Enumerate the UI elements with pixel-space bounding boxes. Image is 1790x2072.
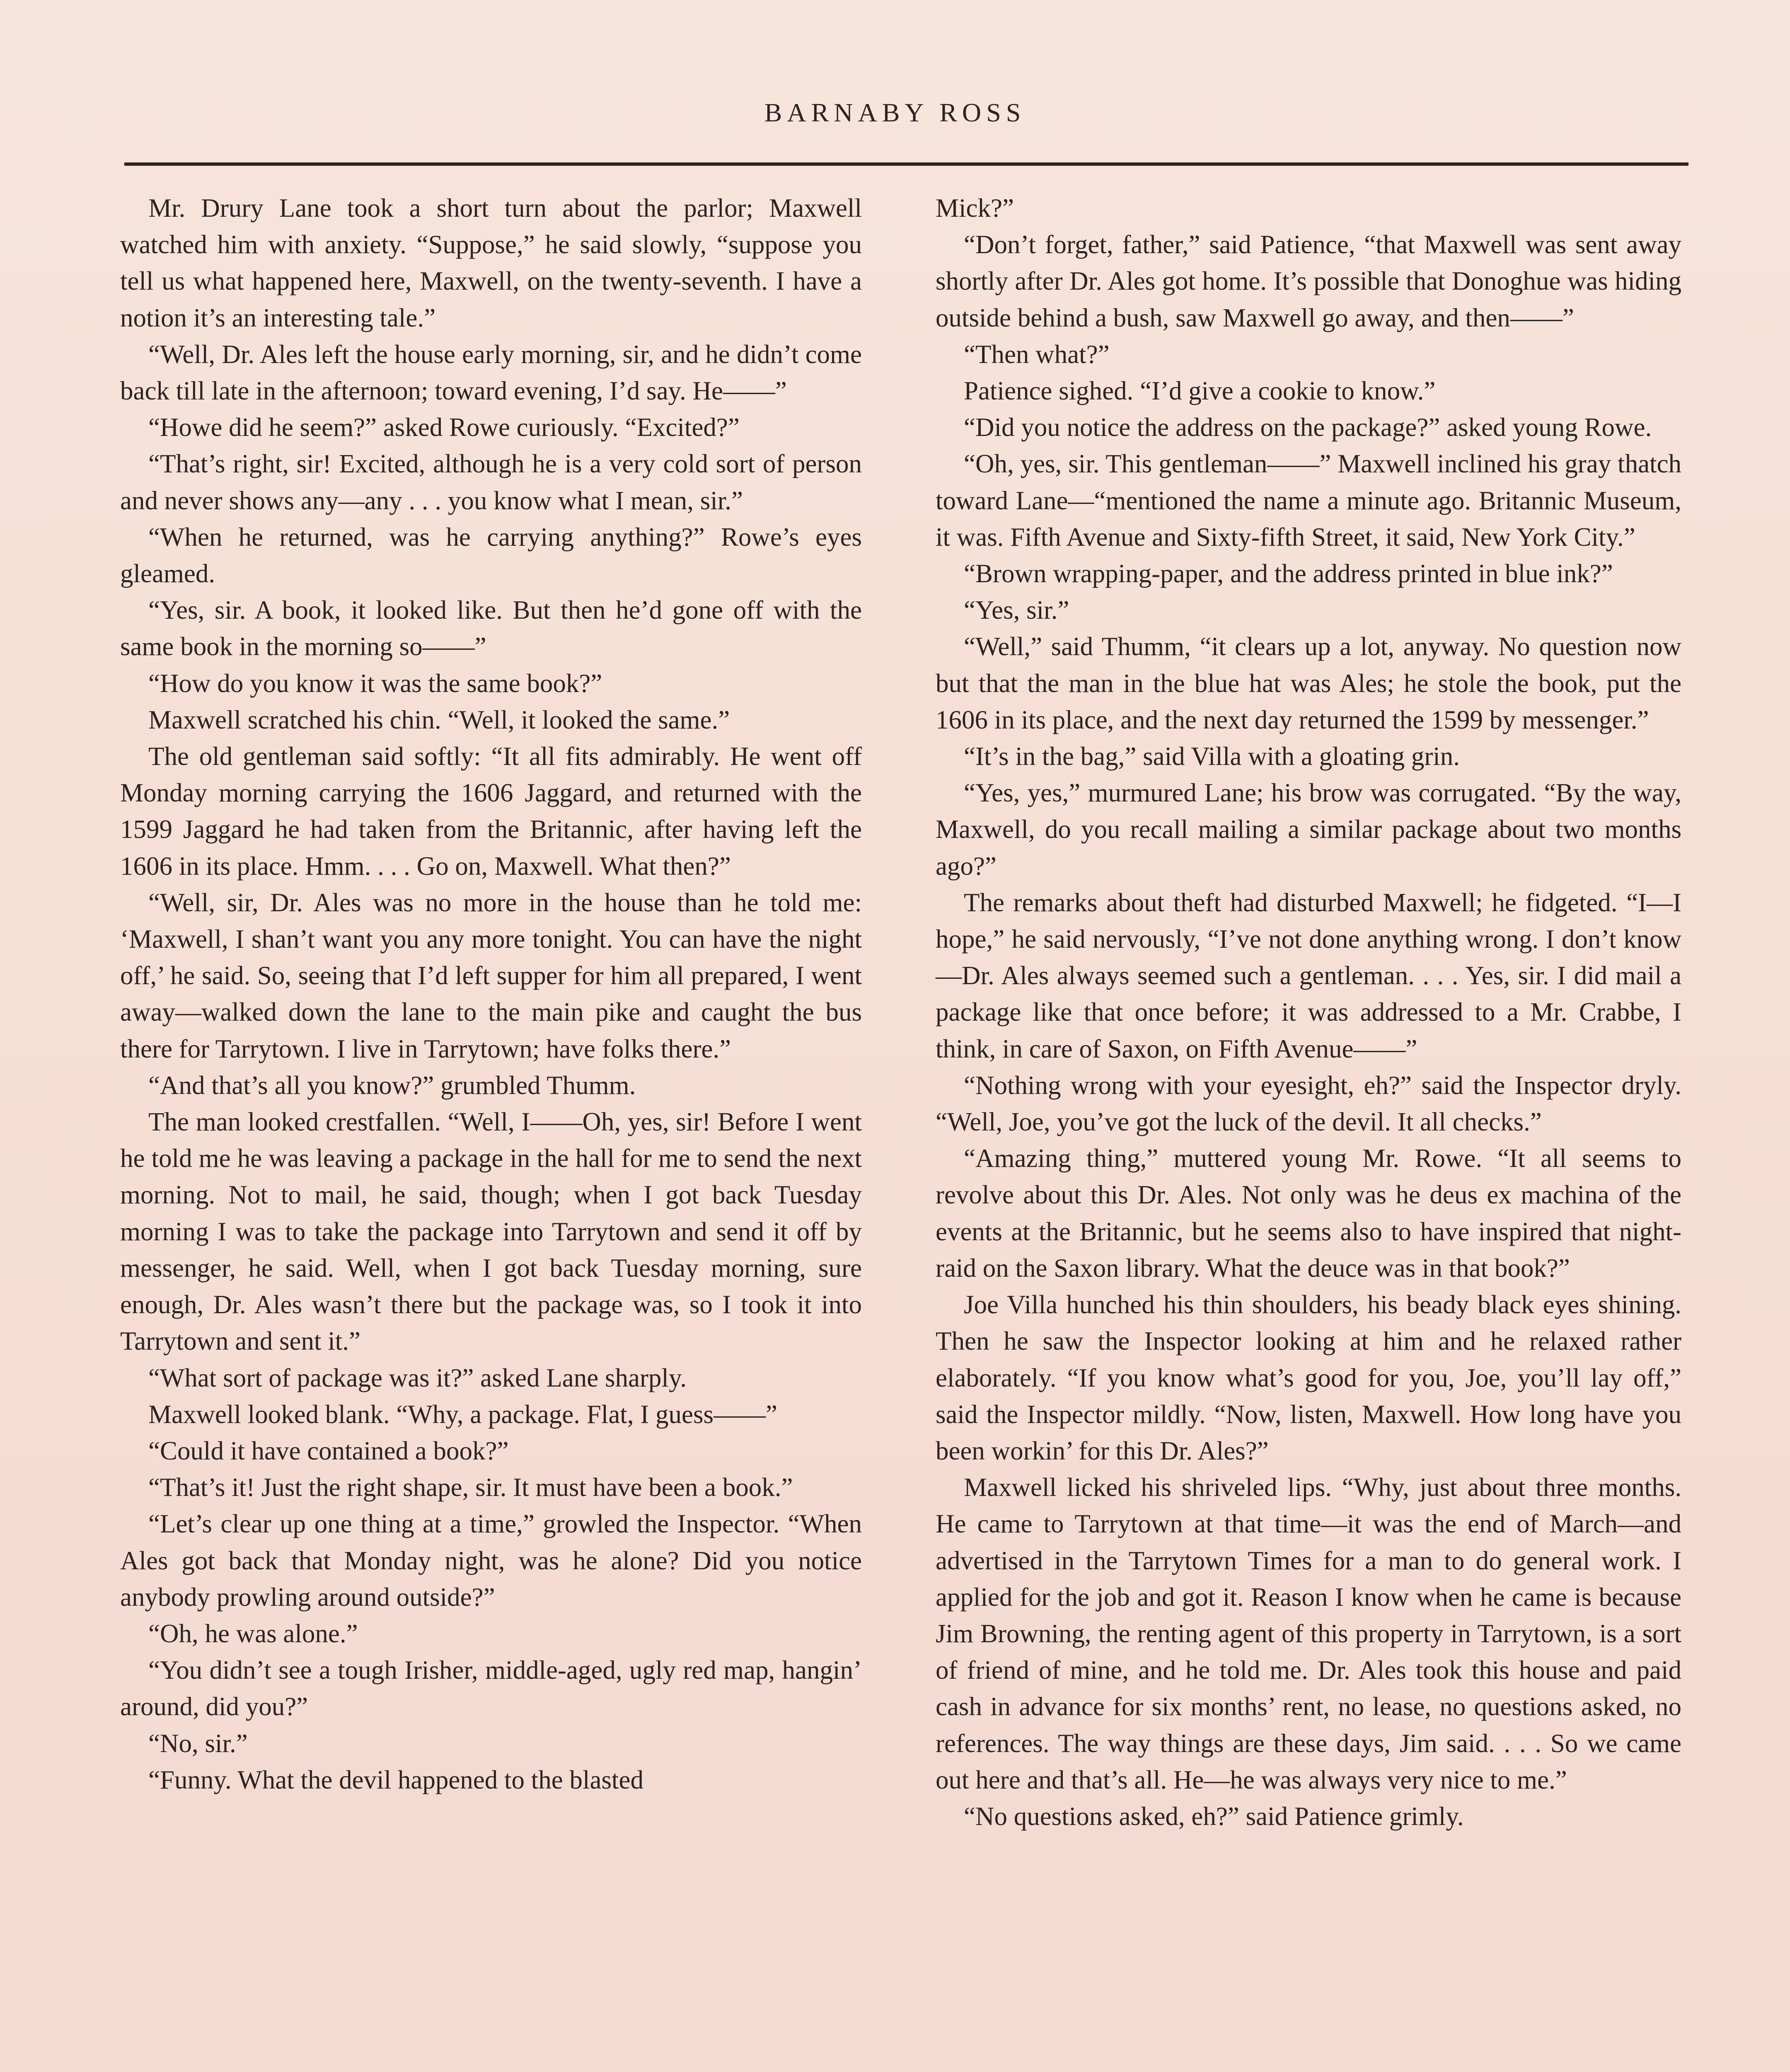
paragraph: “Nothing wrong with your eyesight, eh?” said the Inspector dryly. “Well, Joe, you’ve got the luck of the devil. It all checks.” xyxy=(936,1070,1681,1137)
paragraph: Patience sighed. “I’d give a cookie to know.” xyxy=(964,376,1436,406)
paragraph: “No, sir.” xyxy=(148,1728,248,1758)
paragraph: “Could it have contained a book?” xyxy=(148,1436,509,1465)
paragraph: “It’s in the bag,” said Villa with a gloating grin. xyxy=(964,742,1460,771)
paragraph: Joe Villa hunched his thin shoulders, his beady black eyes shining. Then he saw the Inspector looking at him and he relaxed rather elaborately. “If you know what’s good for you, Joe, you’ll lay off,” said the Inspector mildly. “Now, listen, Maxwell. How long have you been workin’ for this Dr. Ales?” xyxy=(936,1290,1681,1465)
paragraph: “Yes, sir. A book, it looked like. But then he’d gone off with the same book in the morning so——” xyxy=(120,595,862,661)
paragraph: Mr. Drury Lane took a short turn about the parlor; Maxwell watched him with anxiety. “Suppose,” he said slowly, “suppose you tell us what happened here, Maxwell, on the twenty-seventh. I have a notion it’s an interesting tale.” xyxy=(120,194,862,332)
paragraph: “Well, sir, Dr. Ales was no more in the house than he told me: ‘Maxwell, I shan’t want you any more tonight. You can have the night off,’ he said. So, seeing that I’d left supper for him all prepared, I went away—walked down the lane to the main pike and caught the bus there for Tarrytown. I live in Tarrytown; have folks there.” xyxy=(120,888,862,1063)
paragraph: “Then what?” xyxy=(964,339,1110,369)
paragraph: “Howe did he seem?” asked Rowe curiously. “Excited?” xyxy=(148,413,740,442)
running-head: BARNABY ROSS xyxy=(764,98,1026,127)
paragraph: “That’s it! Just the right shape, sir. It must have been a book.” xyxy=(148,1473,793,1502)
paragraph: The man looked crestfallen. “Well, I——Oh, yes, sir! Before I went he told me he was leaving a package in the hall for me to send the next morning. Not to mail, he said, though; when I got back Tuesday morning I was to take the package into Tarrytown and send it off by messenger, he said. Well, when I got back Tuesday morning, sure enough, Dr. Ales wasn’t there but the package was, so I took it into Tarrytown and sent it.” xyxy=(120,1107,862,1356)
paragraph: “That’s right, sir! Excited, although he is a very cold sort of person and never shows any—any . . . you know what I mean, sir.” xyxy=(120,449,862,515)
paragraph: “Let’s clear up one thing at a time,” growled the Inspector. “When Ales got back that Monday night, was he alone? Did you notice anybody prowling around outside?” xyxy=(120,1509,862,1612)
right-column xyxy=(936,190,1681,1835)
paragraph: “No questions asked, eh?” said Patience grimly. xyxy=(964,1801,1464,1831)
left-column xyxy=(120,190,862,1798)
paragraph: “Did you notice the address on the package?” asked young Rowe. xyxy=(964,413,1652,442)
paragraph: “Oh, he was alone.” xyxy=(148,1619,358,1648)
paragraph: “Brown wrapping-paper, and the address printed in blue ink?” xyxy=(964,559,1613,588)
paragraph: “Don’t forget, father,” said Patience, “that Maxwell was sent away shortly after Dr. Ales got home. It’s possible that Donoghue was hiding outside behind a bush, saw Maxwell go away, and then——” xyxy=(936,230,1681,332)
paragraph: Maxwell looked blank. “Why, a package. Flat, I guess——” xyxy=(148,1399,777,1429)
paragraph: Maxwell licked his shriveled lips. “Why, just about three months. He came to Tarrytown at that time—it was the end of March—and advertised in the Tarrytown Times for a man to do general work. I applied for the job and got it. Reason I know when he came is because Jim Browning, the renting agent of this property in Tarrytown, is a sort of friend of mine, and he told me. Dr. Ales took this house and paid cash in advance for six months’ rent, no lease, no questions asked, no references. The way things are these days, Jim said. . . . So we came out here and that’s all. He—he was always very nice to me.” xyxy=(936,1473,1681,1794)
paragraph: “When he returned, was he carrying anything?” Rowe’s eyes gleamed. xyxy=(120,522,862,588)
paragraph: The old gentleman said softly: “It all fits admirably. He went off Monday morning carrying the 1606 Jaggard, and returned with the 1599 Jaggard he had taken from the Britannic, after having left the 1606 in its place. Hmm. . . . Go on, Maxwell. What then?” xyxy=(120,742,862,881)
paragraph: “Well,” said Thumm, “it clears up a lot, anyway. No question now but that the man in the blue hat was Ales; he stole the book, put the 1606 in its place, and the next day returned the 1599 by messenger.” xyxy=(936,632,1681,734)
paragraph: “And that’s all you know?” grumbled Thumm. xyxy=(148,1070,636,1100)
paragraph: “Amazing thing,” muttered young Mr. Rowe. “It all seems to revolve about this Dr. Ales. Not only was he deus ex machina of the events at the Britannic, but he seems also to have inspired that night-raid on the Saxon library. What the deuce was in that book?” xyxy=(936,1144,1681,1283)
paragraph-continued: Mick?” xyxy=(936,194,1014,223)
paragraph: “Yes, yes,” murmured Lane; his brow was corrugated. “By the way, Maxwell, do you recall mailing a similar package about two months ago?” xyxy=(936,778,1681,881)
paragraph: “Yes, sir.” xyxy=(964,595,1069,625)
paragraph: “How do you know it was the same book?” xyxy=(148,668,602,698)
paragraph: Maxwell scratched his chin. “Well, it looked the same.” xyxy=(148,705,730,734)
header-rule xyxy=(124,162,1688,166)
paragraph: “Funny. What the devil happened to the blasted xyxy=(148,1765,643,1794)
paragraph: “You didn’t see a tough Irisher, middle-aged, ugly red map, hangin’ around, did you?” xyxy=(120,1656,862,1721)
paragraph: “Well, Dr. Ales left the house early morning, sir, and he didn’t come back till late in the afternoon; toward evening, I’d say. He——” xyxy=(120,339,862,406)
paragraph: “Oh, yes, sir. This gentleman——” Maxwell inclined his gray thatch toward Lane—“mentioned the name a minute ago. Britannic Museum, it was. Fifth Avenue and Sixty-fifth Street, it said, New York City.” xyxy=(936,449,1681,552)
paragraph: “What sort of package was it?” asked Lane sharply. xyxy=(148,1363,687,1392)
paragraph: The remarks about theft had disturbed Maxwell; he fidgeted. “I—I hope,” he said nervously, “I’ve not done anything wrong. I don’t know—Dr. Ales always seemed such a gentleman. . . . Yes, sir. I did mail a package like that once before; it was addressed to a Mr. Crabbe, I think, in care of Saxon, on Fifth Avenue——” xyxy=(936,888,1681,1063)
